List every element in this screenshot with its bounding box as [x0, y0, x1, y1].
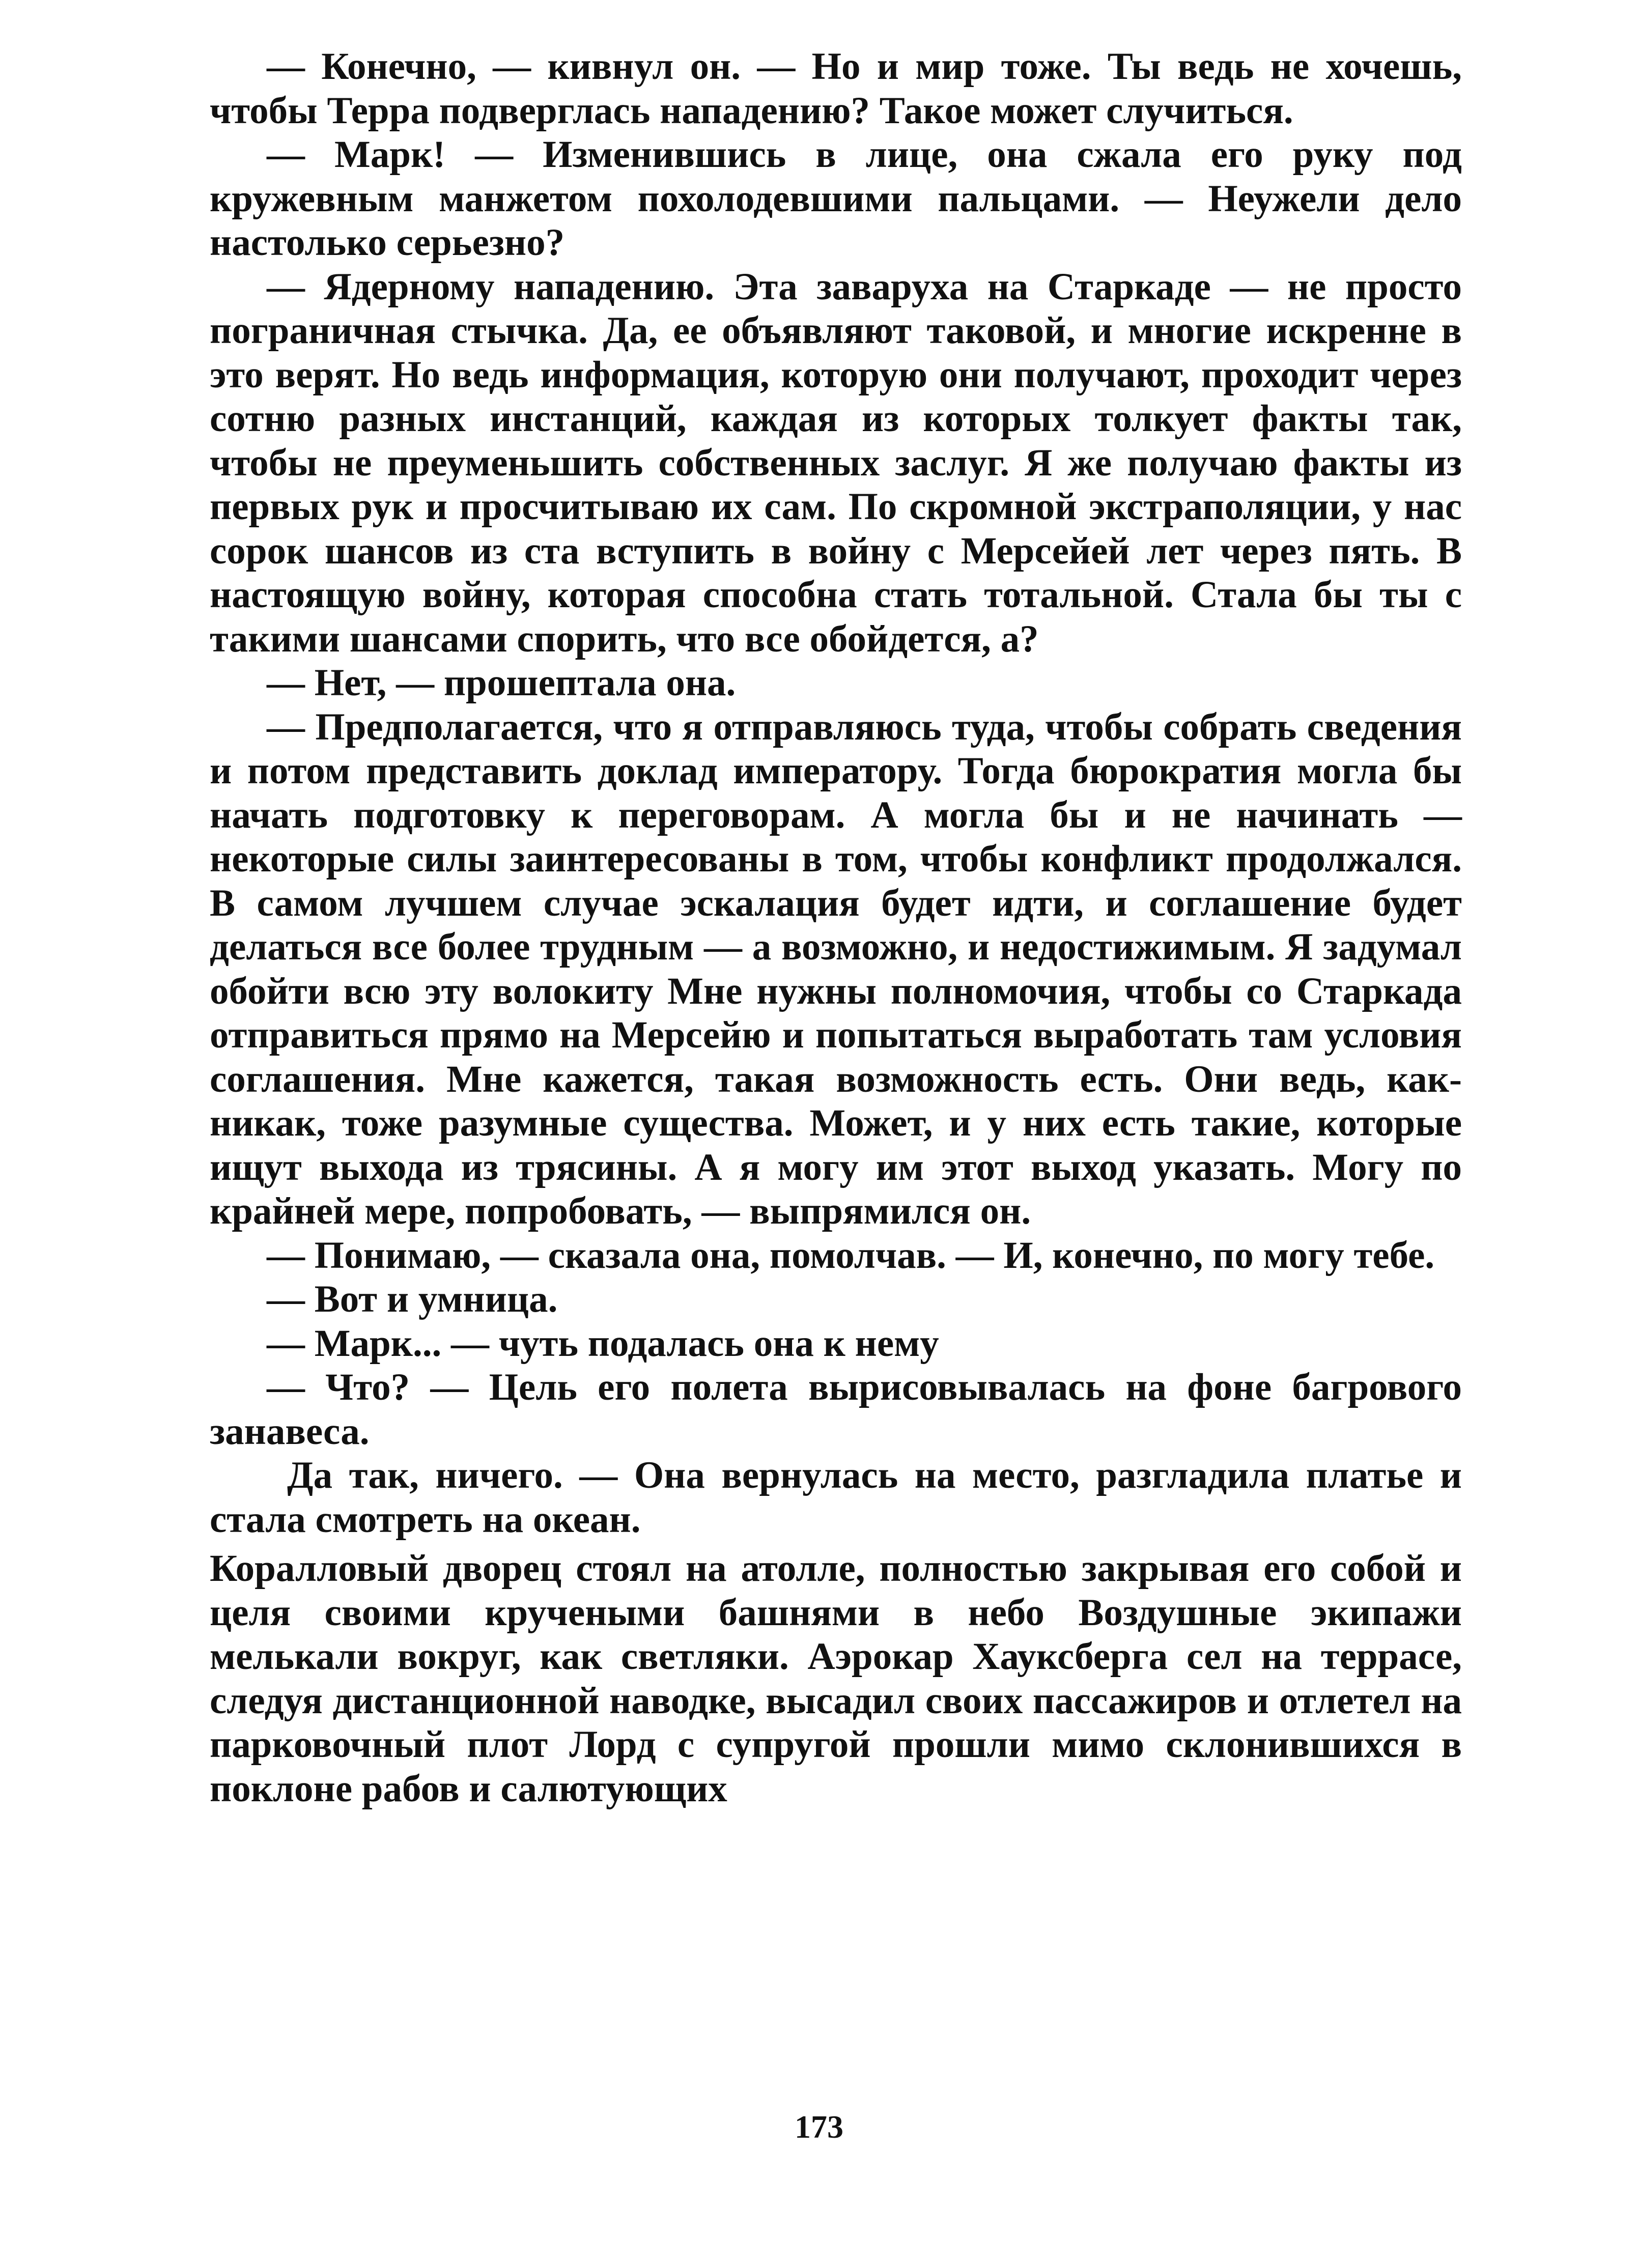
paragraph-1: — Конечно, — кивнул он. — Но и мир тоже. Ты ведь не хочешь, чтобы Терра подверглась нападению? Такое может случиться. [210, 45, 1462, 132]
paragraph-5: — Предполагается, что я отправляюсь туда, чтобы собрать сведения и потом представить доклад императору. Тогда бюрократия могла бы начать подготовку к переговорам. А могла бы и не начинать — некоторые силы заинтересованы в том, чтобы конфликт продолжался. В самом лучшем случае эскалация будет идти, и соглашение будет делаться все более трудным — а возможно, и недостижимым. Я задумал обойти всю эту волокиту Мне нужны полномочия, чтобы со Старкада отправиться прямо на Мерсейю и попытаться выработать там условия соглашения. Мне кажется, такая возможность есть. Они ведь, как-никак, тоже разумные существа. Может, и у них есть такие, которые ищут выхода из трясины. А я могу им этот выход указать. Могу по крайней мере, попробовать, — выпрямился он. [210, 705, 1462, 1232]
paragraph-9: — Что? — Цель его полета вырисовывалась на фоне багрового занавеса. [210, 1366, 1462, 1453]
paragraph-6: — Понимаю, — сказала она, помолчав. — И, конечно, по могу тебе. [267, 1234, 1435, 1277]
paragraph-2: — Марк! — Изменившись в лице, она сжала его руку под кружевным манжетом похолодевшими пальцами. — Неужели дело настолько серьезно? [210, 133, 1462, 264]
paragraph-7: — Вот и умница. [267, 1278, 558, 1320]
paragraph-4: — Нет, — прошептала она. [267, 662, 736, 704]
paragraph-8: — Марк... — чуть подалась она к нему [267, 1322, 939, 1365]
paragraph-10: Да так, ничего. — Она вернулась на место, разгладила платье и стала смотреть на океан. [210, 1454, 1462, 1541]
book-page [210, 45, 1462, 1811]
paragraph-3: — Ядерному нападению. Эта заваруха на Старкаде — не просто пограничная стычка. Да, ее объявляют таковой, и многие искренне в это верят. Но ведь информация, которую они получают, проходит через сотню разных инстанций, каждая из которых толкует факты так, чтобы не преуменьшить собственных заслуг. Я же получаю факты из первых рук и просчитываю их сам. По скромной экстраполяции, у нас сорок шансов из ста вступить в войну с Мерсейей лет через пять. В настоящую войну, которая способна стать тотальной. Стала бы ты с такими шансами спорить, что все обойдется, а? [210, 265, 1462, 660]
paragraph-11: Коралловый дворец стоял на атолле, полностью закрывая его собой и целя своими кручеными башнями в небо Воздушные экипажи мелькали вокруг, как светляки. Аэрокар Хауксберга сел на террасе, следуя дистанционной наводке, высадил своих пассажиров и отлетел на парковочный плот Лорд с супругой прошли мимо склонившихся в поклоне рабов и салютующих [210, 1547, 1462, 1810]
page-number: 173 [795, 2109, 843, 2145]
